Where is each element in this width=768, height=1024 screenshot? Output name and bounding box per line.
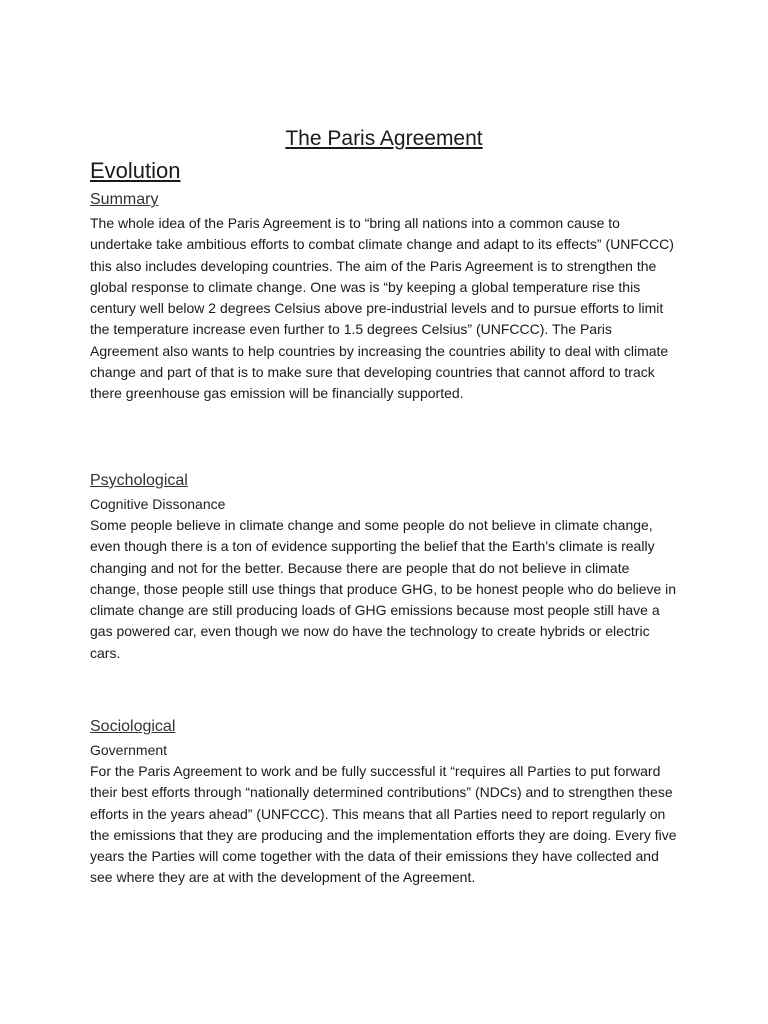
sociological-paragraph: For the Paris Agreement to work and be fully successful it “requires all Parties to put forward their best efforts through “nationally determined contributions” (NDCs) and to strengthen these efforts in the years ahead” (UNFCCC). This means that all Parties need to report regularly on the emissions that they are producing and the implementation efforts they are doing. Every five years the Parties will come together with the data of their emissions they have collected and see where they are at with the development of the Agreement. [90,763,677,886]
summary-paragraph: The whole idea of the Paris Agreement is to “bring all nations into a common cause to undertake take ambitious efforts to combat climate change and adapt to its effects” (UNFCCC) this also includes developing countries. The aim of the Paris Agreement is to strengthen the global response to climate change. One was is “by keeping a global temperature rise this century well below 2 degrees Celsius above pre-industrial levels and to pursue efforts to limit the temperature increase even further to 1.5 degrees Celsius” (UNFCCC). The Paris Agreement also wants to help countries by increasing the countries ability to deal with climate change and part of that is to make sure that developing countries that cannot afford to track there greenhouse gas emission will be financially supported. [90,215,674,402]
cognitive-dissonance-subheading: Cognitive Dissonance [90,496,226,512]
summary-heading: Summary [90,191,159,208]
section-heading-evolution: Evolution [90,158,181,183]
government-subheading: Government [90,742,168,758]
document-title: The Paris Agreement [285,127,483,150]
psychological-heading: Psychological [90,472,188,489]
sociological-heading: Sociological [90,718,176,735]
psychological-paragraph: Some people believe in climate change and some people do not believe in climate change, even though there is a ton of evidence supporting the belief that the Earth's climate is really changing and not for the better. Because there are people that do not believe in climate change, those people still use things that produce GHG, to be honest people who do believe in climate change are still producing loads of GHG emissions because most people still have a gas powered car, even though we now do have the technology to create hybrids or electric cars. [90,517,677,661]
